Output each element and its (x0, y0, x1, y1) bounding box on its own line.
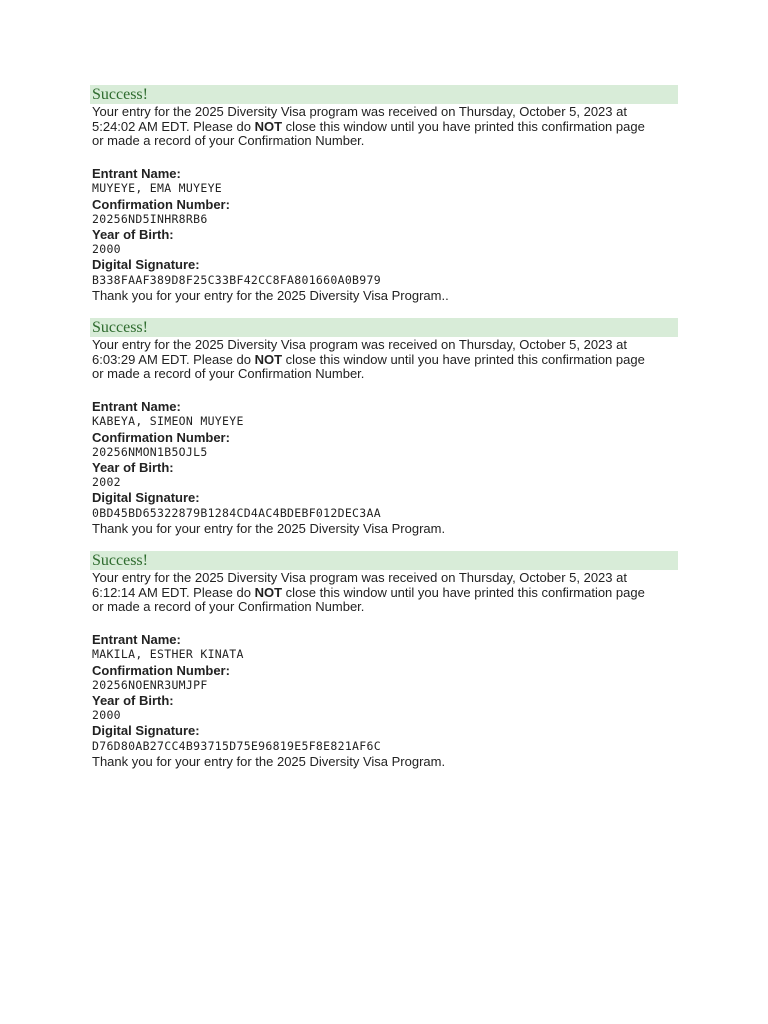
entrant-name-label: Entrant Name: (92, 399, 181, 415)
thank-you-message: Thank you for your entry for the 2025 Diversity Visa Program. (92, 753, 446, 769)
year-of-birth-value: 2002 (92, 475, 121, 490)
digital-signature-label: Digital Signature: (92, 257, 200, 273)
not-emphasis: NOT (254, 118, 283, 134)
entry-message-line-2: 6:12:14 AM EDT. Please do NOT close this window until you have printed this confirmation page (92, 584, 645, 600)
digital-signature-label: Digital Signature: (92, 490, 200, 506)
entry-message-line-3: or made a record of your Confirmation Number. (92, 366, 365, 382)
entry-message-line-1: Your entry for the 2025 Diversity Visa program was received on Thursday, October 5, 2023 at (92, 104, 627, 119)
year-of-birth-value: 2000 (92, 242, 121, 257)
thank-you-message: Thank you for your entry for the 2025 Diversity Visa Program.. (92, 287, 449, 303)
entry-message-line-2: 5:24:02 AM EDT. Please do NOT close this window until you have printed this confirmation page (92, 118, 645, 134)
entrant-name-label: Entrant Name: (92, 166, 181, 182)
digital-signature-value: D76D80AB27CC4B93715D75E96819E5F8E821AF6C (92, 738, 381, 753)
entrant-name-value: MAKILA, ESTHER KINATA (92, 647, 244, 662)
year-of-birth-label: Year of Birth: (92, 692, 174, 708)
not-emphasis: NOT (254, 584, 283, 600)
confirmation-entry-2 (90, 318, 678, 536)
not-emphasis: NOT (254, 351, 283, 367)
entry-message-line-2: 6:03:29 AM EDT. Please do NOT close this window until you have printed this confirmation page (92, 351, 645, 367)
year-of-birth-label: Year of Birth: (92, 459, 174, 475)
entry-message-line-3: or made a record of your Confirmation Number. (92, 133, 365, 149)
confirmation-number-value: 20256NMON1B5OJL5 (92, 444, 208, 459)
success-heading: Success! (90, 551, 678, 570)
digital-signature-value: 0BD45BD65322879B1284CD4AC4BDEBF012DEC3AA (92, 505, 381, 520)
success-heading: Success! (90, 85, 678, 104)
confirmation-number-label: Confirmation Number: (92, 429, 230, 445)
year-of-birth-value: 2000 (92, 708, 121, 723)
entry-message-line-1: Your entry for the 2025 Diversity Visa program was received on Thursday, October 5, 2023 at (92, 337, 627, 352)
entry-message-line-3: or made a record of your Confirmation Number. (92, 599, 365, 615)
entrant-name-label: Entrant Name: (92, 632, 181, 648)
year-of-birth-label: Year of Birth: (92, 226, 174, 242)
entrant-name-value: MUYEYE, EMA MUYEYE (92, 181, 223, 196)
confirmation-number-value: 20256ND5INHR8RB6 (92, 211, 208, 226)
digital-signature-label: Digital Signature: (92, 723, 200, 739)
thank-you-message: Thank you for your entry for the 2025 Diversity Visa Program. (92, 520, 446, 536)
digital-signature-value: B338FAAF389D8F25C33BF42CC8FA801660A0B979 (92, 272, 381, 287)
entry-message-line-1: Your entry for the 2025 Diversity Visa program was received on Thursday, October 5, 2023 at (92, 570, 627, 585)
entrant-name-value: KABEYA, SIMEON MUYEYE (92, 414, 244, 429)
confirmation-number-label: Confirmation Number: (92, 662, 230, 678)
confirmation-number-value: 20256NOENR3UMJPF (92, 677, 208, 692)
confirmation-number-label: Confirmation Number: (92, 196, 230, 212)
confirmation-entry-3 (90, 551, 678, 769)
success-heading: Success! (90, 318, 678, 337)
confirmation-entry-1 (90, 85, 678, 303)
